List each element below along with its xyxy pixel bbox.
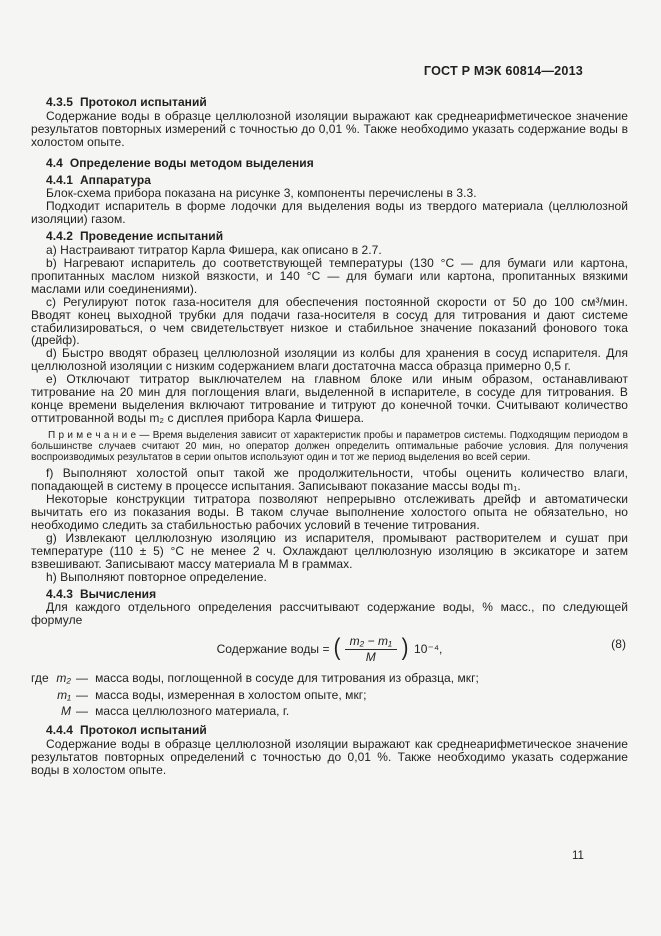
section-title: Вычисления — [79, 586, 157, 601]
section-number: 4.4 — [46, 155, 63, 170]
paragraph-calculation-intro: Для каждого отдельного определения рассчитывают содержание воды, % масс., по следующей формуле — [31, 600, 628, 628]
section-number: 4.4.4 — [46, 722, 73, 737]
list-item-e: e) Отключают титратор выключателем на главном блоке или иным образом, останавливают титрование на 20 мин для поглощения влаги, выделенной в испарителе, в сосуде для титрования. В конце времени выделения включают титрование и титруют до конечной точки. Считывают количество оттитрованной воды m₂ с дисплея прибора Карла Фишера. — [31, 372, 628, 425]
formula-water-content — [31, 635, 628, 664]
legend-term: M — [60, 704, 71, 719]
note-paragraph: П р и м е ч а н и е — Время выделения зависит от характеристик пробы и параметров системы. Подходящим периодом в большинстве случаев считают 20 мин, но оператор должен определить оптимальные рабочие условия. Для получения воспроизводимых результатов в серии опытов используют один и тот же период выделения во всей серии. — [31, 429, 628, 464]
section-heading-4-4 — [31, 157, 628, 170]
list-item-g: g) Извлекают целлюлозную изоляцию из испарителя, промывают растворителем и сушат при температуре (110 ± 5) °C не менее 2 ч. Охлаждают целлюлозную изоляцию в эксикаторе и затем взвешивают. Записывают массу материала M в граммах. — [31, 530, 628, 571]
formula-factor: 10⁻⁴, — [414, 642, 443, 657]
paragraph-4-3-5: Содержание воды в образце целлюлозной изоляции выражают как среднеарифметическое значение результатов повторных измерений с точностью до 0,01 %. Также необходимо указать содержание воды в холостом опыте. — [31, 108, 628, 149]
fraction-denominator: M — [365, 650, 376, 665]
paragraph-apparatus-1: Блок-схема прибора показана на рисунке 3, компоненты перечислены в 3.3. — [46, 186, 477, 201]
section-title: Протокол испытаний — [79, 95, 207, 109]
page-number: 11 — [572, 850, 584, 862]
section-heading-4-4-2 — [31, 230, 628, 243]
open-paren: ( — [333, 634, 340, 662]
legend-row-m1 — [31, 687, 628, 704]
legend-definition: масса воды, поглощенной в сосуде для титрования из образца, мкг; — [95, 671, 479, 686]
fraction-numerator: m₂ − m₁ — [345, 635, 397, 650]
paragraph-4-4-4: Содержание воды в образце целлюлозной изоляции выражают как среднеарифметическое значение результатов повторных определений с точностью до 0,01 %. Также необходимо указать содержание воды в холостом опыте. — [31, 736, 628, 777]
section-title: Протокол испытаний — [79, 722, 207, 737]
list-item-d: d) Быстро вводят образец целлюлозной изоляции из колбы для хранения в сосуд испарителя. Для целлюлозной изоляции с низким содержанием влаги достаточна масса образца примерно 0,5 г. — [31, 346, 628, 374]
legend-term: m₂ — [56, 671, 71, 686]
formula-lhs: Содержание воды = — [216, 642, 330, 657]
standard-code-header: ГОСТ Р МЭК 60814—2013 — [423, 64, 583, 78]
legend-intro-spacer — [31, 687, 54, 704]
section-number: 4.4.2 — [46, 229, 73, 244]
section-number: 4.4.1 — [46, 172, 73, 187]
legend-intro-spacer — [31, 703, 54, 720]
legend-intro: где — [31, 671, 49, 686]
legend-row-M — [31, 703, 628, 720]
section-heading-4-3-5 — [31, 96, 628, 109]
list-item-f: f) Выполняют холостой опыт такой же продолжительности, чтобы оценить количество влаги, попадающей в систему в процессе испытания. Записывают показание массы воды m₁. — [31, 466, 628, 494]
equation-number: (8) — [611, 637, 626, 652]
legend-definition: масса воды, измеренная в холостом опыте, мкг; — [95, 687, 367, 702]
formula-expression — [31, 635, 628, 664]
legend-dash: — — [76, 687, 89, 702]
formula-legend — [31, 670, 628, 720]
section-heading-4-4-4 — [31, 724, 628, 737]
list-item-c: c) Регулируют поток газа-носителя для обеспечения постоянной скорости от 50 до 100 см³/мин. Вводят конец выходной трубки для подачи газа-носителя в сосуд для титрования и дают системе стабилизироваться, о чем свидетельствует низкое и стабильное значение показаний фонового тока (дрейф). — [31, 294, 628, 348]
section-title: Проведение испытаний — [79, 229, 224, 244]
section-heading-4-4-3 — [31, 588, 628, 601]
paragraph-apparatus-2: Подходит испаритель в форме лодочки для выделения воды из твердого материала (целлюлозной изоляции) газом. — [31, 199, 628, 227]
legend-definition: масса целлюлозного материала, г. — [95, 704, 290, 719]
section-heading-4-4-1 — [31, 174, 628, 187]
list-item-h: h) Выполняют повторное определение. — [46, 569, 267, 584]
list-item-a: a) Настраивают титратор Карла Фишера, как описано в 2.7. — [46, 243, 382, 258]
section-title: Определение воды методом выделения — [69, 155, 314, 170]
legend-term: m₁ — [57, 687, 71, 702]
section-number: 4.4.3 — [46, 586, 73, 601]
legend-dash: — — [76, 671, 89, 686]
legend-row-m2 — [31, 670, 628, 687]
section-number: 4.3.5 — [46, 95, 73, 109]
section-title: Аппаратура — [79, 172, 151, 187]
paragraph-drift: Некоторые конструкции титратора позволяют непрерывно отслеживать дрейф и автоматически вычитать его из показания воды. В таком случае выполнение холостого опыта не обязательно, но необходимо следить за стабильностью рабочих условий в течение титрования. — [31, 492, 628, 532]
close-paren: ) — [401, 634, 409, 662]
list-item-b: b) Нагревают испаритель до соответствующей температуры (130 °C — для бумаги или картона, пропитанных маслом низкой вязкости, и 140 °C — для бумаги или картона, пропитанных вязкими маслами или соединениями). — [31, 255, 628, 296]
document-content — [31, 92, 628, 776]
fraction — [345, 635, 397, 664]
legend-dash: — — [76, 704, 89, 719]
